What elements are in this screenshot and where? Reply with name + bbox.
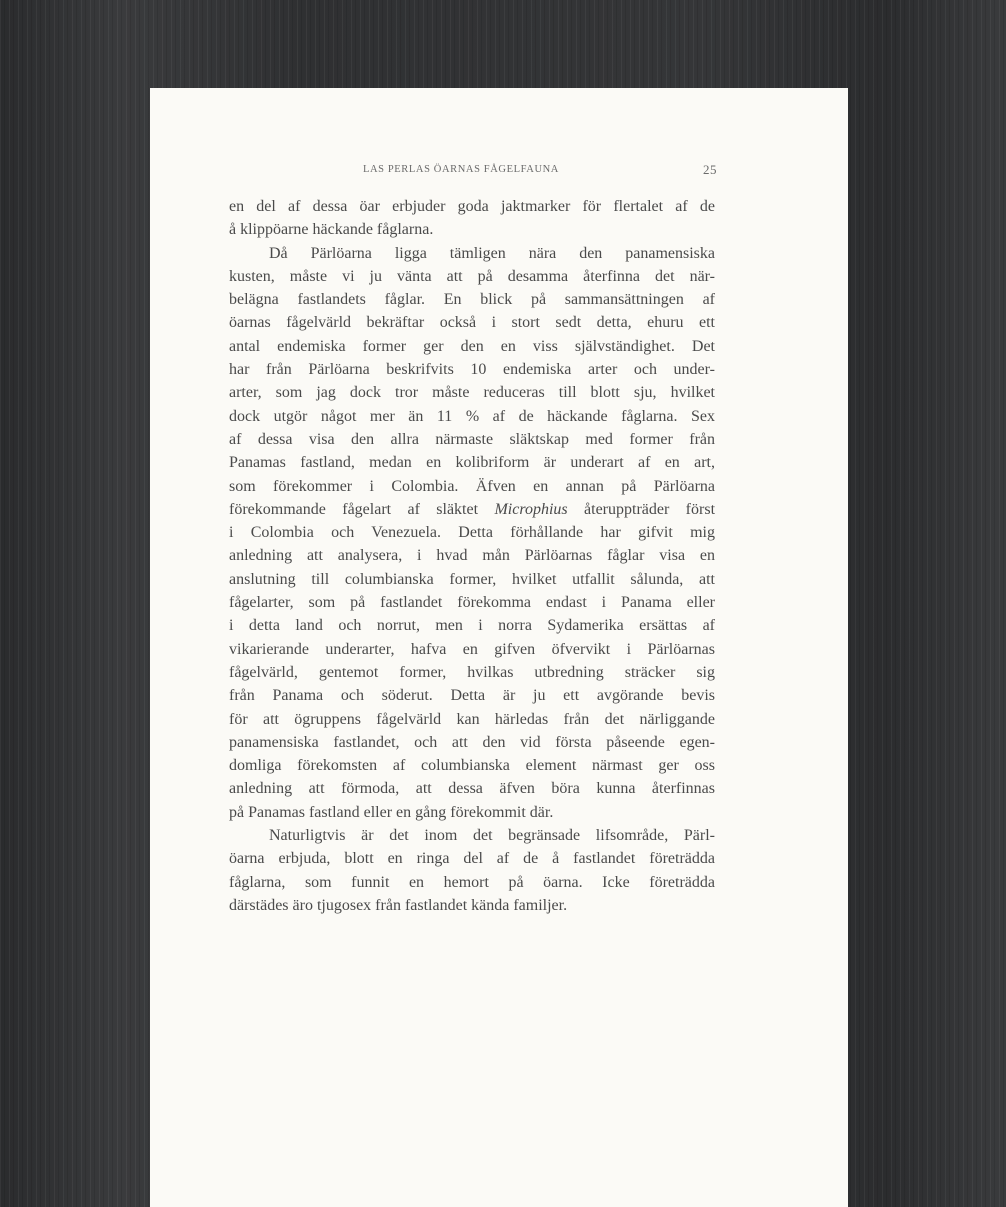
text-line: antal endemiska former ger den en viss självständighet. Det <box>229 337 715 355</box>
text-line: dock utgör något mer än 11 % af de häckande fåglarna. Sex <box>229 407 715 425</box>
text-line: öarna erbjuda, blott en ringa del af de å fastlandet företrädda <box>229 850 715 868</box>
text-line <box>229 498 715 521</box>
text-line: af dessa visa den allra närmaste släktskap med former från <box>229 430 715 448</box>
text-fragment: återuppträder först <box>584 500 716 518</box>
body-text <box>229 195 715 917</box>
text-line: har från Pärlöarna beskrifvits 10 endemiska arter och under- <box>229 361 715 379</box>
text-line: fågelarter, som på fastlandet förekomma endast i Panama eller <box>229 594 715 612</box>
text-line: fåglarna, som funnit en hemort på öarna. Icke företrädda <box>229 873 715 891</box>
text-line: öarnas fågelvärld bekräftar också i stort sedt detta, ehuru ett <box>229 314 715 332</box>
text-line: från Panama och söderut. Detta är ju ett avgörande bevis <box>229 687 715 705</box>
text-line: kusten, måste vi ju vänta att på desamma återfinna det när- <box>229 267 715 285</box>
text-line: å klippöarne häckande fåglarna. <box>229 221 434 239</box>
text-line: som förekommer i Colombia. Äfven en annan på Pärlöarna <box>229 477 715 495</box>
text-line: på Panamas fastland eller en gång förekommit där. <box>229 803 554 821</box>
text-line: i detta land och norrut, men i norra Sydamerika ersättas af <box>229 617 715 635</box>
text-line: arter, som jag dock tror måste reduceras till blott sju, hvilket <box>229 384 715 402</box>
text-line: vikarierande underarter, hafva en gifven öfvervikt i Pärlöarnas <box>229 640 715 658</box>
genus-name: Microphius <box>494 500 568 518</box>
text-line: panamensiska fastlandet, och att den vid första påseende egen- <box>229 733 715 751</box>
text-line: fågelvärld, gentemot former, hvilkas utbredning sträcker sig <box>229 663 715 681</box>
running-head <box>205 164 717 180</box>
running-title: LAS PERLAS ÖARNAS FÅGELFAUNA <box>362 164 559 175</box>
text-line: Då Pärlöarna ligga tämligen nära den panamensiska <box>269 244 715 262</box>
text-line: anslutning till columbianska former, hvilket utfallit sålunda, att <box>229 570 715 588</box>
text-line: för att ögruppens fågelvärld kan härledas från det närliggande <box>229 710 715 728</box>
text-line: belägna fastlandets fåglar. En blick på sammansättningen af <box>229 291 715 309</box>
text-line: en del af dessa öar erbjuder goda jaktmarker för flertalet af de <box>229 198 715 215</box>
text-line: Panamas fastland, medan en kolibriform är underart af en art, <box>229 454 715 472</box>
text-line: därstädes äro tjugosex från fastlandet kända familjer. <box>229 896 568 914</box>
text-line: i Colombia och Venezuela. Detta förhållande har gifvit mig <box>229 524 715 542</box>
text-line: anledning att analysera, i hvad mån Pärlöarnas fåglar visa en <box>229 547 715 565</box>
text-line: Naturligtvis är det inom det begränsade lifsområde, Pärl- <box>269 827 715 845</box>
text-line: anledning att förmoda, att dessa äfven böra kunna återfinnas <box>229 780 715 798</box>
text-fragment: förekommande fågelart af släktet <box>229 500 479 518</box>
text-line: domliga förekomsten af columbianska element närmast ger oss <box>229 757 715 775</box>
page-number: 25 <box>703 162 717 177</box>
